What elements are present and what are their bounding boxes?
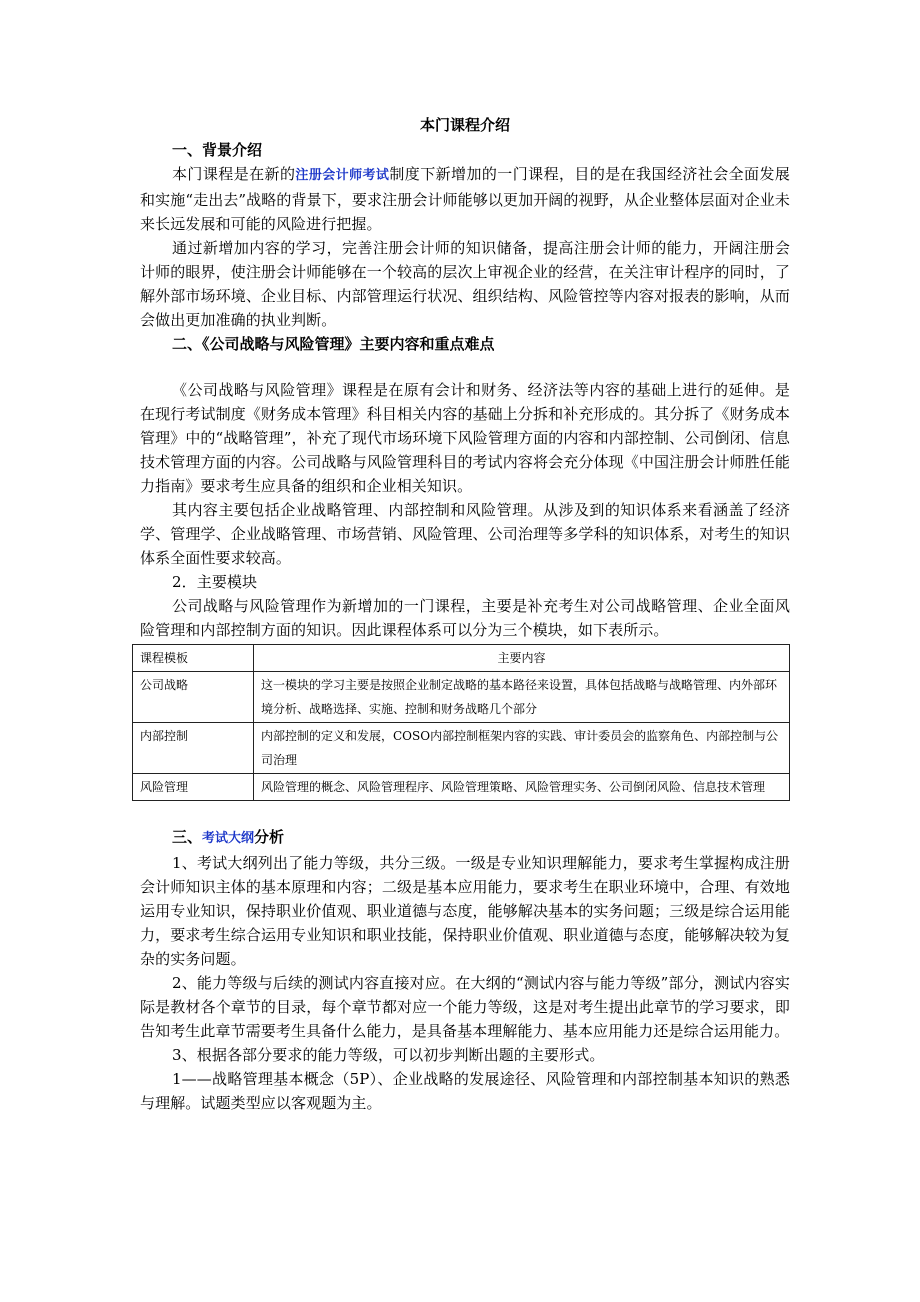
exam-syllabus-link[interactable]: 考试大纲 (202, 831, 255, 846)
document-page (140, 110, 790, 1115)
paragraph-text: 本门课程是在新的 (172, 165, 296, 183)
subheading-modules: 2．主要模块 (172, 573, 258, 591)
table-cell-module: 内部控制 (133, 723, 254, 774)
table-header-cell: 主要内容 (254, 645, 790, 672)
table-cell-content: 风险管理的概念、风险管理程序、风险管理策略、风险管理实务、公司倒闭风险、信息技术管理 (254, 774, 790, 801)
page-title: 本门课程介绍 (419, 116, 510, 134)
paragraph: 3、根据各部分要求的能力等级，可以初步判断出题的主要形式。 (172, 1046, 605, 1064)
table-cell-module: 公司战略 (133, 672, 254, 723)
spacer (140, 801, 790, 825)
table-header-cell: 课程模板 (133, 645, 254, 672)
module-table (132, 644, 790, 801)
paragraph: 2、能力等级与后续的测试内容直接对应。在大纲的“测试内容与能力等级”部分，测试内容实际是教材各个章节的目录，每个章节都对应一个能力等级，这是对考生提出此章节的学习要求，即告知考生此章节需要考生具备什么能力，是具备基本理解能力、基本应用能力还是综合运用能力。 (140, 974, 790, 1040)
paragraph: 1——战略管理基本概念（5P）、企业战略的发展途径、风险管理和内部控制基本知识的熟悉与理解。试题类型应以客观题为主。 (140, 1070, 790, 1112)
section-heading-background: 一、背景介绍 (172, 141, 263, 159)
section-heading-content: 二、《公司战略与风险管理》主要内容和重点难点 (172, 335, 495, 353)
heading-text: 分析 (254, 828, 285, 846)
section-heading-syllabus (140, 825, 790, 851)
paragraph-text: 制度下新增加的一门课程，目的是在我国经济社会全面发展和实施“走出去”战略的背景下，要求注册会计师能够以更加开阔的视野，从企业整体层面对企业未来长远发展和可能的风险进行把握。 (140, 165, 790, 233)
paragraph: 《公司战略与风险管理》课程是在原有会计和财务、经济法等内容的基础上进行的延伸。是在现行考试制度《财务成本管理》科目相关内容的基础上分拆和补充形成的。其分拆了《财务成本管理》中的“战略管理”，补充了现代市场环境下风险管理方面的内容和内部控制、公司倒闭、信息技术管理方面的内容。公司战略与风险管理科目的考试内容将会充分体现《中国注册会计师胜任能力指南》要求考生应具备的组织和企业相关知识。 (140, 381, 790, 495)
table-row (133, 774, 790, 801)
table-header-row (133, 645, 790, 672)
table-cell-content: 这一模块的学习主要是按照企业制定战略的基本路径来设置，具体包括战略与战略管理、内外部环境分析、战略选择、实施、控制和财务战略几个部分 (254, 672, 790, 723)
table-cell-module: 风险管理 (133, 774, 254, 801)
table-row (133, 672, 790, 723)
paragraph (140, 162, 790, 236)
paragraph: 其内容主要包括企业战略管理、内部控制和风险管理。从涉及到的知识体系来看涵盖了经济学、管理学、企业战略管理、市场营销、风险管理、公司治理等多学科的知识体系，对考生的知识体系全面性要求较高。 (140, 501, 790, 567)
paragraph: 1、考试大纲列出了能力等级，共分三级。一级是专业知识理解能力，要求考生掌握构成注册会计师知识主体的基本原理和内容；二级是基本应用能力，要求考生在职业环境中，合理、有效地运用专业知识，保持职业价值观、职业道德与态度，能够解决基本的实务问题；三级是综合运用能力，要求考生综合运用专业知识和职业技能，保持职业价值观、职业道德与态度，能够解决较为复杂的实务问题。 (140, 854, 790, 968)
table-cell-content: 内部控制的定义和发展，COSO内部控制框架内容的实践、审计委员会的监察角色、内部控制与公司治理 (254, 723, 790, 774)
heading-text: 三、 (172, 828, 203, 846)
cpa-exam-link[interactable]: 注册会计师考试 (295, 168, 390, 183)
paragraph: 公司战略与风险管理作为新增加的一门课程，主要是补充考生对公司战略管理、企业全面风险管理和内部控制方面的知识。因此课程体系可以分为三个模块，如下表所示。 (140, 597, 790, 639)
table-row (133, 723, 790, 774)
paragraph: 通过新增加内容的学习，完善注册会计师的知识储备，提高注册会计师的能力，开阔注册会计师的眼界，使注册会计师能够在一个较高的层次上审视企业的经营，在关注审计程序的同时，了解外部市场环境、企业目标、内部管理运行状况、组织结构、风险管控等内容对报表的影响，从而会做出更加准确的执业判断。 (140, 239, 790, 329)
